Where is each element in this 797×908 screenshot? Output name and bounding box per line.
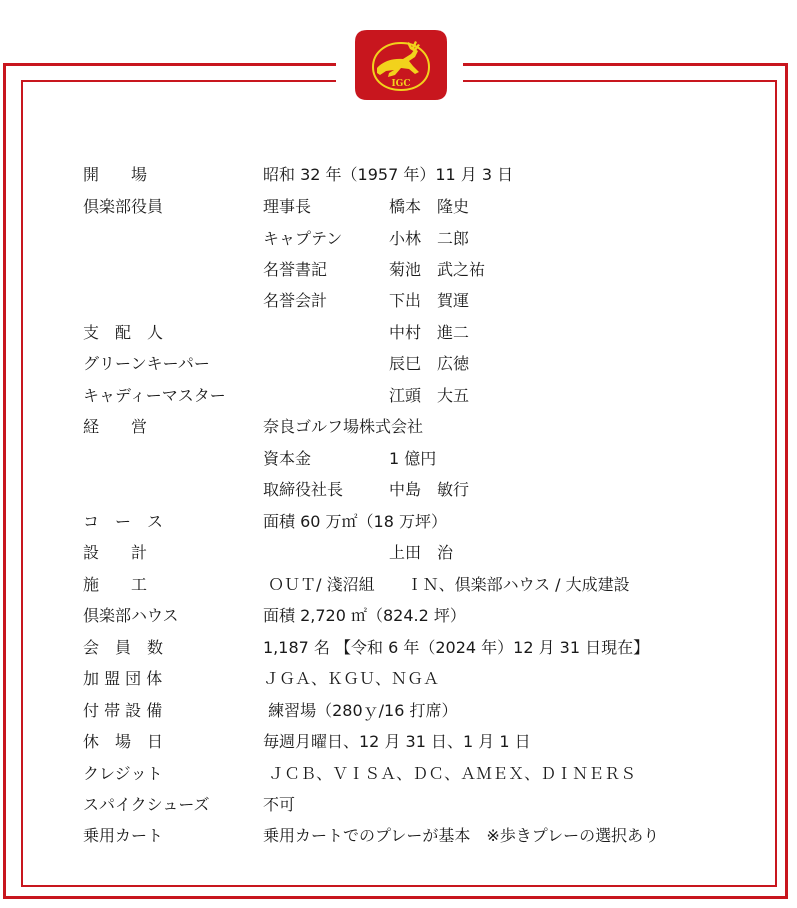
row-label: 加 盟 団 体 [83,669,163,688]
row-sub-value: 1 億円 [389,449,437,468]
info-row-capital [0,444,797,474]
row-label: 施 工 [83,575,148,594]
info-row-club-officers [0,192,797,222]
row-label: コ ー ス [83,512,164,531]
row-label: 倶楽部ハウス [83,606,179,625]
row-value: 資本金 [263,449,312,468]
row-value: 名誉会計 [263,291,328,310]
row-value: 昭和 32 年（1957 年）11 月 3 日 [263,165,514,184]
row-value: 取締役社長 [263,480,344,499]
row-label: 設 計 [83,543,148,562]
row-value: 面積 60 万㎡（18 万坪） [263,512,447,531]
info-row-clubhouse [0,601,797,631]
row-value: ＪＧＡ、ＫＧＵ、ＮＧＡ [263,669,440,688]
row-sub-value: 中村 進二 [389,323,470,342]
row-value: ＯＵＴ/ 淺沼組 ＩＮ、倶楽部ハウス / 大成建設 [263,575,630,594]
info-row-credit [0,759,797,789]
row-value: 不可 [263,795,296,814]
info-row-spike-shoes [0,790,797,820]
info-row-course [0,507,797,537]
row-sub-value: 江頭 大五 [389,386,470,405]
row-value: キャプテン [263,229,343,248]
row-label: 乗用カート [83,826,164,845]
row-value: 奈良ゴルフ場株式会社 [263,417,424,436]
row-label: 付 帯 設 備 [83,701,163,720]
info-row-members [0,633,797,663]
info-row-affiliations [0,664,797,694]
row-value: 理事長 [263,197,312,216]
row-label: 会 員 数 [83,638,164,657]
row-value: 1,187 名 【令和 6 年（2024 年）12 月 31 日現在】 [263,638,650,657]
info-row-president [0,475,797,505]
row-label: 倶楽部役員 [83,197,164,216]
row-value: ＪＣＢ、ＶＩＳＡ、ＤＣ、ＡＭＥＸ、ＤＩＮＥＲＳ [263,764,637,783]
info-row-hon-secretary [0,255,797,285]
row-sub-value: 橋本 隆史 [389,197,470,216]
info-row-management [0,412,797,442]
row-sub-value: 小林 二郎 [389,229,470,248]
row-label: クレジット [83,764,163,783]
info-row-facilities [0,696,797,726]
info-row-construction [0,570,797,600]
logo-text: IGC [391,79,411,89]
club-emblem [355,30,447,100]
info-row-hon-treasurer [0,286,797,316]
info-row-greenkeeper [0,349,797,379]
row-value: 面積 2,720 ㎡（824.2 坪） [263,606,466,625]
row-label: 経 営 [83,417,148,436]
row-sub-value: 上田 治 [389,543,454,562]
row-label: グリーンキーパー [83,354,210,373]
row-sub-value: 菊池 武之祐 [389,260,486,279]
row-label: キャディーマスター [83,386,226,405]
info-row-riding-cart [0,821,797,851]
row-value: 乗用カートでのプレーが基本 ※歩きプレーの選択あり [263,826,660,845]
row-value: 練習場（280ｙ/16 打席） [263,701,458,720]
row-sub-value: 下出 賀運 [389,291,470,310]
row-sub-value: 中島 敏行 [389,480,470,499]
info-row-caddie-master [0,381,797,411]
info-row-opening [0,160,797,190]
row-value: 名誉書記 [263,260,328,279]
row-label: 開 場 [83,165,148,184]
info-row-closed-days [0,727,797,757]
row-value: 毎週月曜日、12 月 31 日、1 月 1 日 [263,732,531,751]
row-label: 支 配 人 [83,323,164,342]
row-label: 休 場 日 [83,732,164,751]
row-label: スパイクシューズ [83,795,210,814]
info-row-captain [0,224,797,254]
info-row-manager [0,318,797,348]
info-row-design [0,538,797,568]
row-sub-value: 辰巳 広徳 [389,354,470,373]
